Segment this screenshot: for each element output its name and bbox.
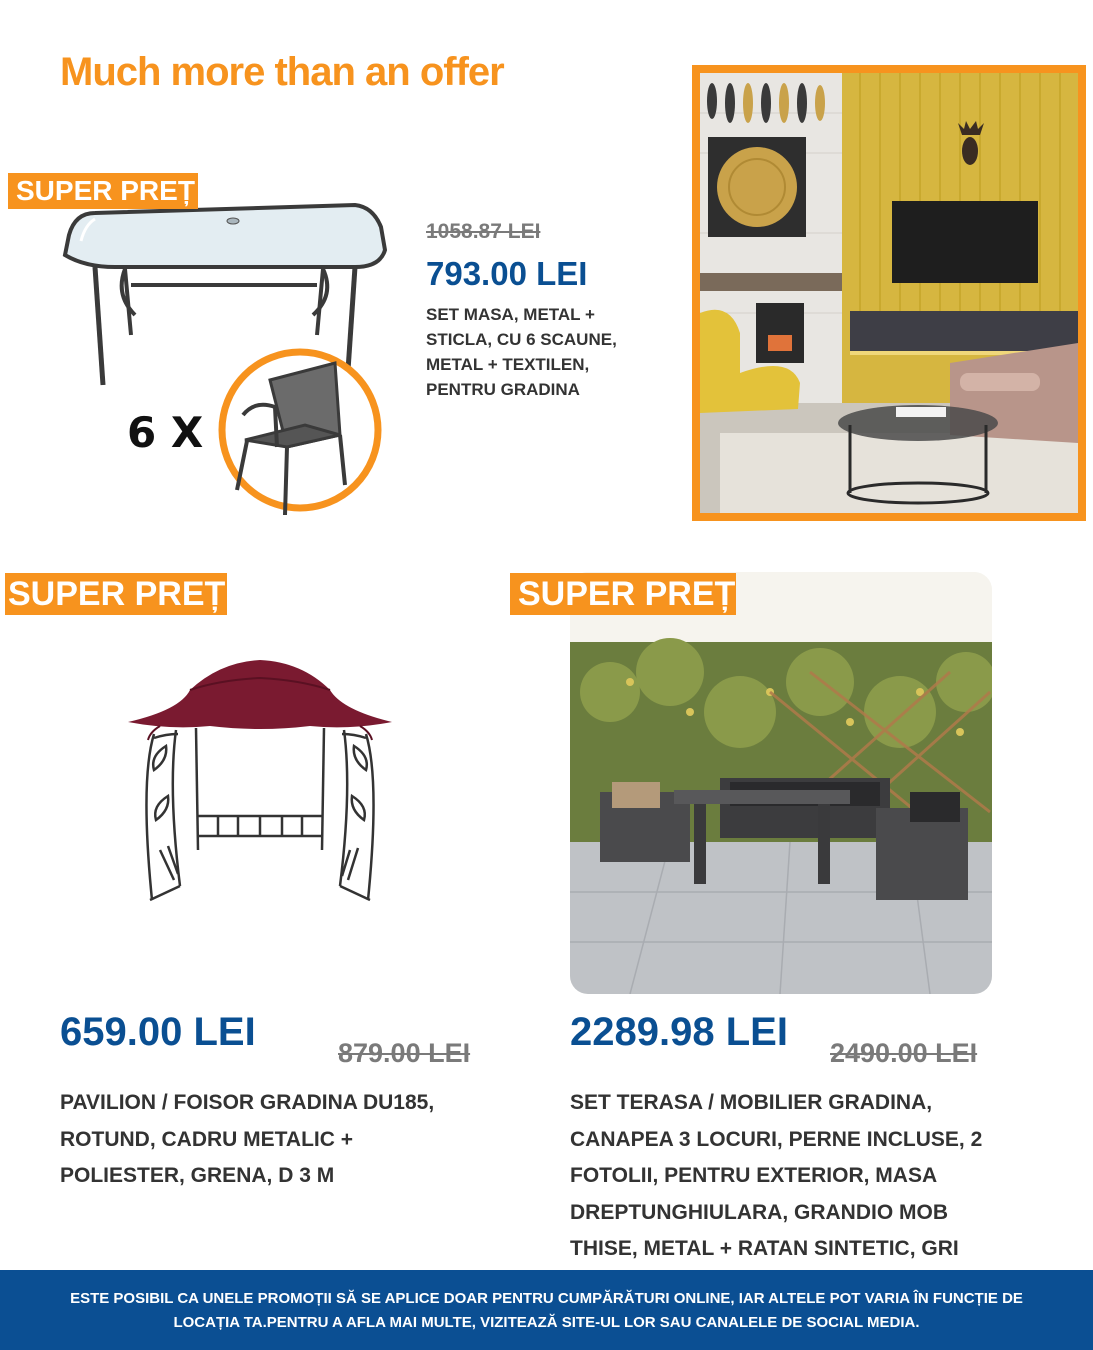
old-price: 879.00 LEI xyxy=(338,1038,471,1068)
new-price: 793.00 LEI xyxy=(426,255,588,292)
old-price: 1058.87 LEI xyxy=(426,220,541,243)
living-room-image[interactable] xyxy=(692,65,1086,521)
product-image-patio-set[interactable] xyxy=(570,572,992,994)
quantity-label: 6 X xyxy=(127,408,204,457)
product-description[interactable]: SET TERASA / MOBILIER GRADINA, CANAPEA 3 LOCURI, PERNE INCLUSE, 2 FOTOLII, PENTRU EXTERIOR, MASA DREPTUNGHIULARA, GRANDIO MOB THISE, METAL + RATAN SINTETIC, GRI xyxy=(570,1091,983,1260)
new-price: 2289.98 LEI xyxy=(570,1010,788,1054)
new-price: 659.00 LEI xyxy=(60,1010,256,1054)
product-image-gazebo[interactable] xyxy=(120,650,400,910)
super-price-badge: SUPER PREȚ xyxy=(5,573,227,615)
page-title: Much more than an offer xyxy=(60,50,504,94)
product-description[interactable]: PAVILION / FOISOR GRADINA DU185, ROTUND, CADRU METALIC + POLIESTER, GRENA, D 3 M xyxy=(60,1091,435,1187)
product-description[interactable]: SET MASA, METAL + STICLA, CU 6 SCAUNE, METAL + TEXTILEN, PENTRU GRADINA xyxy=(426,305,617,399)
old-price: 2490.00 LEI xyxy=(830,1038,978,1068)
super-price-badge: SUPER PREȚ xyxy=(510,573,736,615)
product-image-table-set[interactable] xyxy=(55,185,395,525)
super-price-badge: SUPER PREȚ xyxy=(8,173,198,209)
disclaimer-footer xyxy=(0,1270,1093,1350)
disclaimer-text: ESTE POSIBIL CA UNELE PROMOȚII SĂ SE APLICE DOAR PENTRU CUMPĂRĂTURI ONLINE, IAR ALTELE POT VARIA ÎN FUNCȚIE DE LOCAȚIA TA.PENTRU A AFLA MAI MULTE, VIZITEAZĂ SITE-UL LOR SAU CANALELE DE SOCIAL MEDIA. xyxy=(70,1290,1023,1331)
